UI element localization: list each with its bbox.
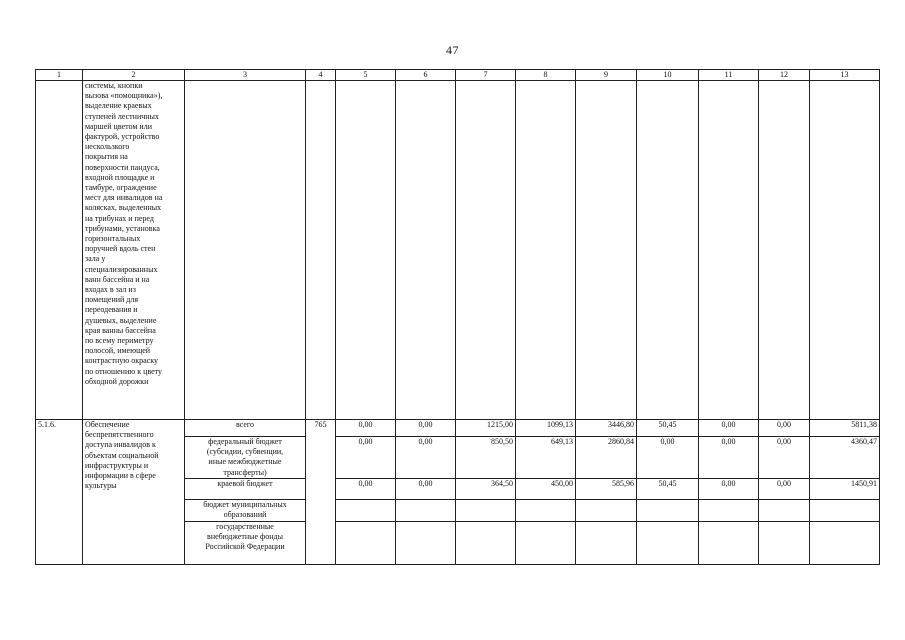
value-cell (336, 521, 396, 564)
value-cell: 0,00 (637, 437, 699, 479)
empty-cell (576, 81, 637, 420)
empty-cell (185, 81, 306, 420)
value-cell: 1215,00 (456, 420, 516, 437)
value-cell (336, 499, 396, 521)
total-cell (810, 521, 880, 564)
value-cell: 0,00 (759, 420, 810, 437)
total-cell: 1450,91 (810, 478, 880, 499)
value-cell: 50,45 (637, 420, 699, 437)
value-cell (576, 521, 637, 564)
total-cell: 5811,38 (810, 420, 880, 437)
empty-cell (336, 81, 396, 420)
empty-cell (36, 81, 83, 420)
value-cell (576, 499, 637, 521)
value-cell: 0,00 (699, 420, 759, 437)
column-header: 5 (336, 70, 396, 81)
empty-cell (637, 81, 699, 420)
value-cell: 585,96 (576, 478, 637, 499)
value-cell: 0,00 (759, 437, 810, 479)
value-cell (516, 499, 576, 521)
column-header: 1 (36, 70, 83, 81)
funding-source: бюджет муниципальных образований (185, 499, 306, 521)
empty-cell (810, 81, 880, 420)
continuation-description (83, 81, 185, 420)
value-cell: 0,00 (699, 437, 759, 479)
empty-cell (306, 81, 336, 420)
item-description (83, 420, 185, 565)
value-cell: 2860,84 (576, 437, 637, 479)
value-cell: 0,00 (336, 478, 396, 499)
value-cell: 1099,13 (516, 420, 576, 437)
page-number: 47 (446, 43, 459, 57)
item-code: 765 (306, 420, 336, 565)
value-cell (699, 499, 759, 521)
value-cell: 0,00 (396, 437, 456, 479)
column-header: 4 (306, 70, 336, 81)
value-cell (759, 521, 810, 564)
column-header: 2 (83, 70, 185, 81)
value-cell (699, 521, 759, 564)
column-header: 7 (456, 70, 516, 81)
continuation-text: системы, кнопки вызова «помощника»), выделение краевых ступеней лестничных маршей цветом или фактурой, устройство нескользкого покрытия на поверхности пандуса, входной площадке и тамбуре, ограждение мест для инвалидов на колясках, выделенных на трибунах и перед трибунами, установка горизонтальных поручней вдоль стен зала у специализированных ванн бассейна и на входах в зал из помещений для переодевания и душевых, выделение края ванны бассейна по всему периметру полосой, имеющей контрастную окраску по отношению к цвету обходной дорожки (85, 81, 163, 386)
value-cell: 364,50 (456, 478, 516, 499)
empty-cell (699, 81, 759, 420)
value-cell (637, 521, 699, 564)
empty-cell (456, 81, 516, 420)
column-number-row (36, 70, 880, 81)
item-description-text: Обеспечение беспрепятственного доступа инвалидов к объектам социальной инфраструктуры и информации в сфере культуры (85, 420, 159, 491)
funding-source: всего (185, 420, 306, 437)
funding-source: государственные внебюджетные фонды Российской Федерации (185, 521, 306, 564)
value-cell: 850,50 (456, 437, 516, 479)
value-cell: 50,45 (637, 478, 699, 499)
column-header: 12 (759, 70, 810, 81)
total-cell: 4360,47 (810, 437, 880, 479)
value-cell (396, 521, 456, 564)
column-header: 6 (396, 70, 456, 81)
value-cell: 0,00 (336, 437, 396, 479)
empty-cell (516, 81, 576, 420)
table-row-total (36, 420, 880, 437)
empty-cell (759, 81, 810, 420)
column-header: 11 (699, 70, 759, 81)
continuation-row (36, 81, 880, 420)
total-cell (810, 499, 880, 521)
funding-source: федеральный бюджет (субсидии, субвенции, иные межбюджетные трансферты) (185, 437, 306, 479)
budget-table (35, 69, 880, 565)
empty-cell (396, 81, 456, 420)
value-cell: 0,00 (759, 478, 810, 499)
column-header: 13 (810, 70, 880, 81)
value-cell: 0,00 (396, 420, 456, 437)
value-cell: 3446,80 (576, 420, 637, 437)
value-cell: 649,13 (516, 437, 576, 479)
value-cell: 0,00 (699, 478, 759, 499)
column-header: 10 (637, 70, 699, 81)
value-cell (456, 499, 516, 521)
value-cell (759, 499, 810, 521)
funding-source: краевой бюджет (185, 478, 306, 499)
column-header: 9 (576, 70, 637, 81)
value-cell: 0,00 (336, 420, 396, 437)
item-number: 5.1.6. (36, 420, 83, 565)
value-cell: 0,00 (396, 478, 456, 499)
column-header: 3 (185, 70, 306, 81)
value-cell (516, 521, 576, 564)
value-cell (396, 499, 456, 521)
column-header: 8 (516, 70, 576, 81)
value-cell: 450,00 (516, 478, 576, 499)
value-cell (456, 521, 516, 564)
value-cell (637, 499, 699, 521)
